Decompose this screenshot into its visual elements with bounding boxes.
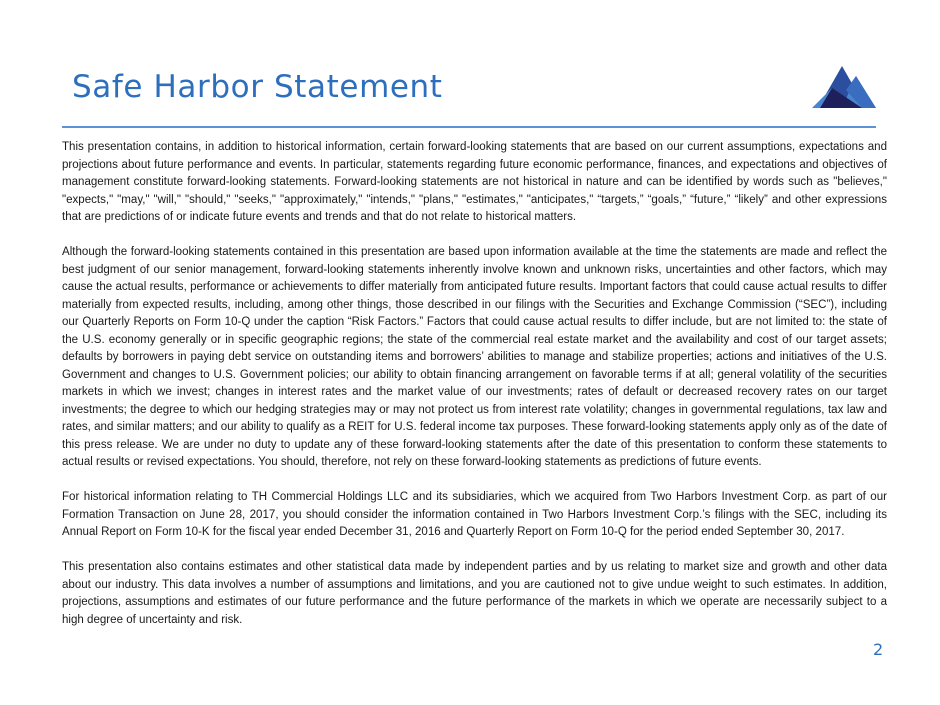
paragraph-estimates: This presentation also contains estimates and other statistical data made by independent parties and by us relating to market size and growth and other data about our industry. This data involves a number of assumptions and limitations, and you are cautioned not to give undue weight to such estimates. In addition, projections, assumptions and estimates of our future performance and the future performance of the markets in which we operate are necessarily subject to a high degree of uncertainty and risk. — [62, 561, 887, 626]
paragraph-risk-factors: Although the forward-looking statements contained in this presentation are based upon information available at the time the statements are made and reflect the best judgment of our senior management, forward-looking statements inherently involve known and unknown risks, uncertainties and other factors, which may cause the actual results, performance or achievements to differ materially from anticipated future results. Important factors that could cause actual results to differ materially from expected results, including, among other things, those described in our filings with the Securities and Exchange Commission (“SEC”), including our Quarterly Reports on Form 10-Q under the caption “Risk Factors.” Factors that could cause actual results to differ include, but are not limited to: the state of the U.S. economy generally or in specific geographic regions; the state of the commercial real estate market and the availability and cost of our target assets; defaults by borrowers in paying debt service on outstanding items and borrowers’ abilities to manage and stabilize properties; actions and initiatives of the U.S. Government and changes to U.S. Government policies; our ability to obtain financing arrangement on favorable terms if at all; general volatility of the securities markets in which we invest; changes in interest rates and the market value of our investments; rates of default or decreased recovery rates on our target investments; the degree to which our hedging strategies may or may not protect us from interest rate volatility; changes in governmental regulations, tax law and rates, and similar matters; and our ability to qualify as a REIT for U.S. federal income tax purposes. These forward-looking statements apply only as of the date of this press release. We are under no duty to update any of these forward-looking statements after the date of this presentation to conform these statements to actual results or revised expectations. You should, therefore, not rely on these forward-looking statements as predictions of future events. — [62, 246, 887, 468]
page-number: 2 — [873, 640, 884, 659]
safe-harbor-body — [62, 139, 887, 647]
paragraph-historical-info: For historical information relating to TH Commercial Holdings LLC and its subsidiaries, which we acquired from Two Harbors Investment Corp. as part of our Formation Transaction on June 28, 2017, you should consider the information contained in Two Harbors Investment Corp.’s filings with the SEC, including its Annual Report on Form 10-K for the fiscal year ended December 31, 2016 and Quarterly Report on Form 10-Q for the period ended September 30, 2017. — [62, 491, 887, 538]
paragraph-forward-looking: This presentation contains, in addition to historical information, certain forward-looking statements that are based on our current assumptions, expectations and projections about future performance and events. In particular, statements regarding future economic performance, finances, and expectations and objectives of management constitute forward-looking statements. Forward-looking statements are not historical in nature and can be identified by words such as "believes," "expects," "may," "will," "should," "seeks," "approximately," "intends," "plans," "estimates," "anticipates," “targets,” “goals,” “future,” “likely” and other expressions that are predictions of or indicate future events and trends and that do not relate to historical matters. — [62, 141, 887, 223]
title-divider — [62, 126, 876, 128]
slide-title: Safe Harbor Statement — [72, 69, 443, 105]
mountain-logo-icon — [812, 66, 880, 108]
